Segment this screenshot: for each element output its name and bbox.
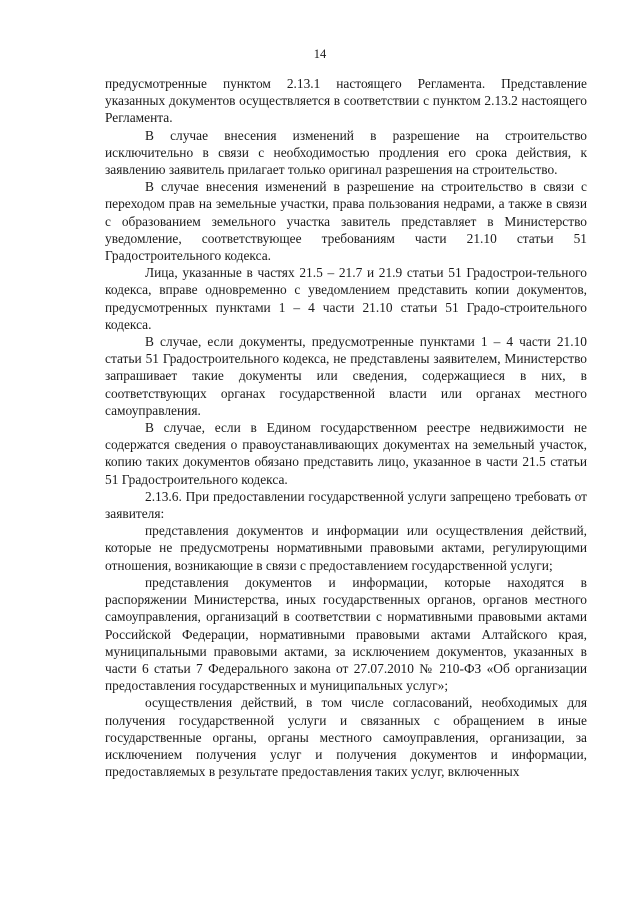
paragraph: В случае, если в Едином государственном реестре недвижимости не содержатся сведения о правоустанавливающих документах на земельный участок, копию таких документов обязано представить лицо, указанное в части 21.5 статьи 51 Градостроительного кодекса. (105, 420, 587, 487)
paragraph: В случае внесения изменений в разрешение на строительство исключительно в связи с необходимостью продления его срока действия, к заявлению заявитель прилагает только оригинал разрешения на строительство. (105, 127, 587, 178)
paragraph: В случае, если документы, предусмотренные пунктами 1 – 4 части 21.10 статьи 51 Градостроительного кодекса, не представлены заявителем, Министерство запрашивает такие документы или сведения, содержащиеся в них, в соответствующих органах государственной власти или органах местного самоуправления. (105, 334, 587, 418)
page-number: 14 (313, 47, 327, 61)
paragraph-continuation: предусмотренные пунктом 2.13.1 настоящего Регламента. Представление указанных документов осуществляется в соответствии с пунктом 2.13.2 настоящего Регламента. (105, 76, 587, 126)
paragraph: В случае внесения изменений в разрешение на строительство в связи с переходом прав на земельные участки, права пользования недрами, а также в связи с образованием земельного участка завитель представляет в Министерство уведомление, соответствующее требованиям части 21.10 статьи 51 Градостроительного кодекса. (105, 179, 587, 264)
paragraph: представления документов и информации или осуществления действий, которые не предусмотрены нормативными правовыми актами, регулирующими отношения, возникающие в связи с предоставлением государственной услуги; (105, 523, 587, 573)
paragraph: осуществления действий, в том числе согласований, необходимых для получения государственной услуги и связанных с обращением в иные государственные органы, органы местного самоуправления, организации, за исключением получения услуг и получения документов и информации, предоставляемых в результате предоставления таких услуг, включенных (105, 695, 587, 780)
paragraph-section-2-13-6: 2.13.6. При предоставлении государственной услуги запрещено требовать от заявителя: (105, 488, 587, 522)
paragraph: представления документов и информации, которые находятся в распоряжении Министерства, иных государственных органов, органов местного самоуправления, организаций в соответствии с нормативными правовыми актами Российской Федерации, нормативными правовыми актами Алтайского края, муниципальными правовыми актами, за исключением документов, указанных в части 6 статьи 7 Федерального закона от 27.07.2010 № 210-ФЗ «Об организации предоставления государственных и муниципальных услуг»; (105, 574, 587, 694)
paragraph: Лица, указанные в частях 21.5 – 21.7 и 21.9 статьи 51 Градострои-тельного кодекса, вправе одновременно с уведомлением представить копии документов, предусмотренных пунктами 1 – 4 части 21.10 статьи 51 Градо-строительного кодекса. (105, 265, 587, 332)
document-body (105, 75, 587, 780)
